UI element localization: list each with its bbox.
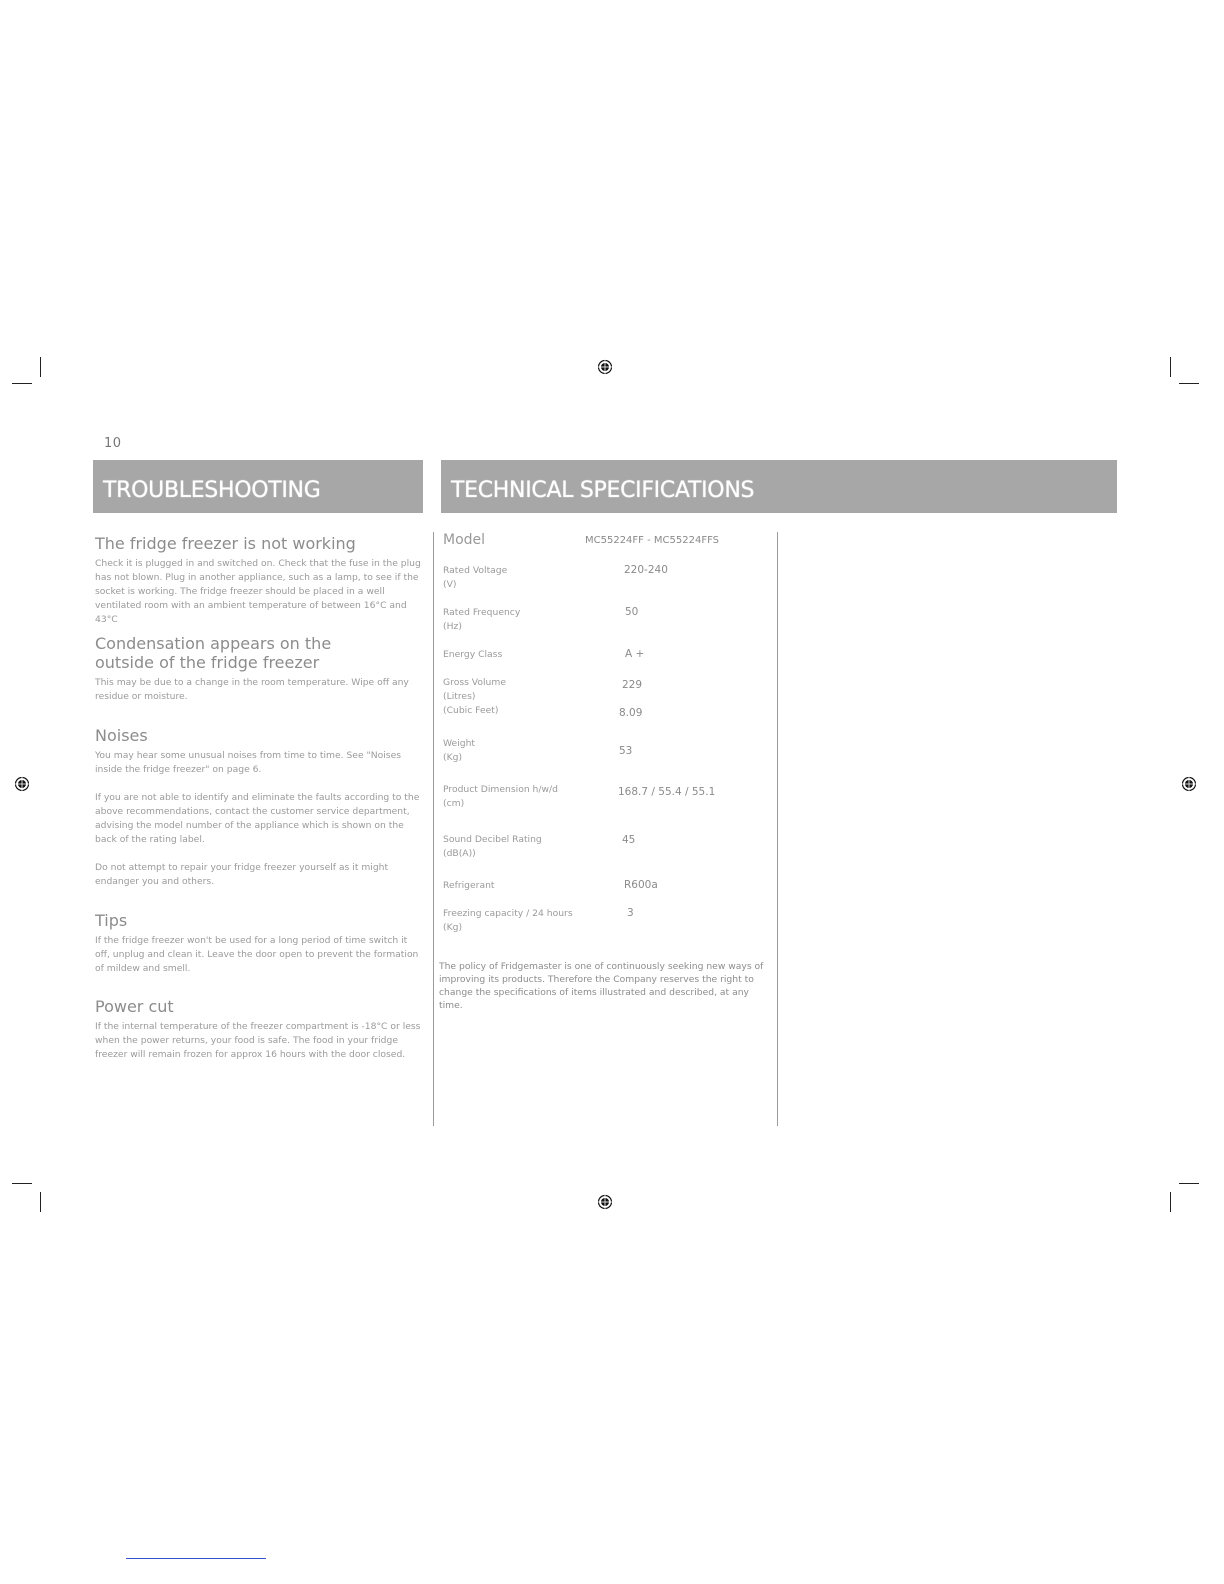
crop-mark — [12, 383, 32, 384]
registration-mark-icon — [597, 1194, 613, 1210]
crop-mark — [40, 1192, 41, 1212]
spec-label: Refrigerant — [443, 880, 495, 891]
section-body: Do not attempt to repair your fridge freezer yourself as it might endanger you and others. — [95, 862, 389, 887]
section-title: Noises — [95, 726, 148, 745]
section-body: This may be due to a change in the room temperature. Wipe off any residue or moisture. — [95, 677, 409, 702]
section-noises — [95, 726, 421, 889]
crop-mark — [1170, 357, 1171, 377]
spec-value: 220-240 — [624, 564, 668, 576]
crop-mark — [1179, 383, 1199, 384]
spec-label: Rated Voltage (V) — [443, 565, 508, 590]
model-value: MC55224FF - MC55224FFS — [585, 535, 719, 546]
troubleshooting-heading: TROUBLESHOOTING — [93, 460, 423, 513]
technical-specifications-heading: TECHNICAL SPECIFICATIONS — [441, 460, 1117, 513]
spec-label: Weight (Kg) — [443, 738, 476, 763]
spec-label: Sound Decibel Rating (dB(A)) — [443, 834, 542, 859]
section-body: If the internal temperature of the freezer compartment is -18°C or less when the power returns, your food is safe. The food in your fridge freezer will remain frozen for approx 16 hours with the door closed. — [95, 1021, 421, 1060]
section-body: If you are not able to identify and eliminate the faults according to the above recommendations, contact the customer service department, advising the model number of the appliance which is shown on the back of the rating label. — [95, 792, 420, 845]
section-body: You may hear some unusual noises from time to time. See "Noises inside the fridge freezer" on page 6. — [95, 750, 402, 775]
policy-note: The policy of Fridgemaster is one of continuously seeking new ways of improving its products. Therefore the Company reserves the right to change the specifications of items illustrated and described, at any time. — [439, 961, 764, 1011]
crop-mark — [40, 357, 41, 377]
spec-value: R600a — [624, 879, 658, 891]
spec-label: Freezing capacity / 24 hours (Kg) — [443, 908, 573, 933]
spec-value: 168.7 / 55.4 / 55.1 — [618, 786, 716, 798]
section-title: Condensation appears on the outside of the fridge freezer — [95, 634, 332, 672]
crop-mark — [1170, 1192, 1171, 1212]
spec-label: Product Dimension h/w/d (cm) — [443, 784, 558, 809]
section-condensation — [95, 634, 409, 704]
section-body: If the fridge freezer won't be used for a long period of time switch it off, unplug and clean it. Leave the door open to prevent the formation of mildew and smell. — [95, 935, 419, 974]
crop-mark — [1179, 1183, 1199, 1184]
spec-value: 45 — [622, 834, 636, 846]
spec-value: 229 — [622, 679, 643, 691]
spec-value: 50 — [625, 606, 639, 618]
section-title: Power cut — [95, 997, 174, 1016]
bottom-rule — [126, 1558, 266, 1559]
spec-value: 53 — [619, 745, 633, 757]
registration-mark-icon — [14, 776, 30, 792]
registration-mark-icon — [597, 359, 613, 375]
registration-mark-icon — [1181, 776, 1197, 792]
section-title: The fridge freezer is not working — [95, 534, 356, 553]
spec-value: 8.09 — [619, 707, 643, 719]
section-power-cut — [95, 997, 421, 1062]
page-number: 10 — [104, 436, 122, 451]
section-body: Check it is plugged in and switched on. Check that the fuse in the plug has not blown. Plug in another appliance, such as a lamp, to see if the socket is working. The fridge freezer should be placed in a well ventilated room with an ambient temperature of between 16°C and 43°C — [95, 558, 421, 625]
crop-mark — [12, 1183, 32, 1184]
spec-value: 3 — [627, 907, 634, 919]
spec-label: Rated Frequency (Hz) — [443, 607, 521, 632]
section-not-working — [95, 534, 421, 627]
model-label: Model — [443, 532, 486, 548]
spec-label: Gross Volume (Litres) (Cubic Feet) — [443, 677, 506, 716]
column-divider — [777, 532, 778, 1126]
section-tips — [95, 911, 421, 976]
spec-value: A + — [625, 648, 645, 660]
section-title: Tips — [95, 911, 128, 930]
column-divider — [433, 532, 434, 1126]
spec-label: Energy Class — [443, 649, 503, 660]
